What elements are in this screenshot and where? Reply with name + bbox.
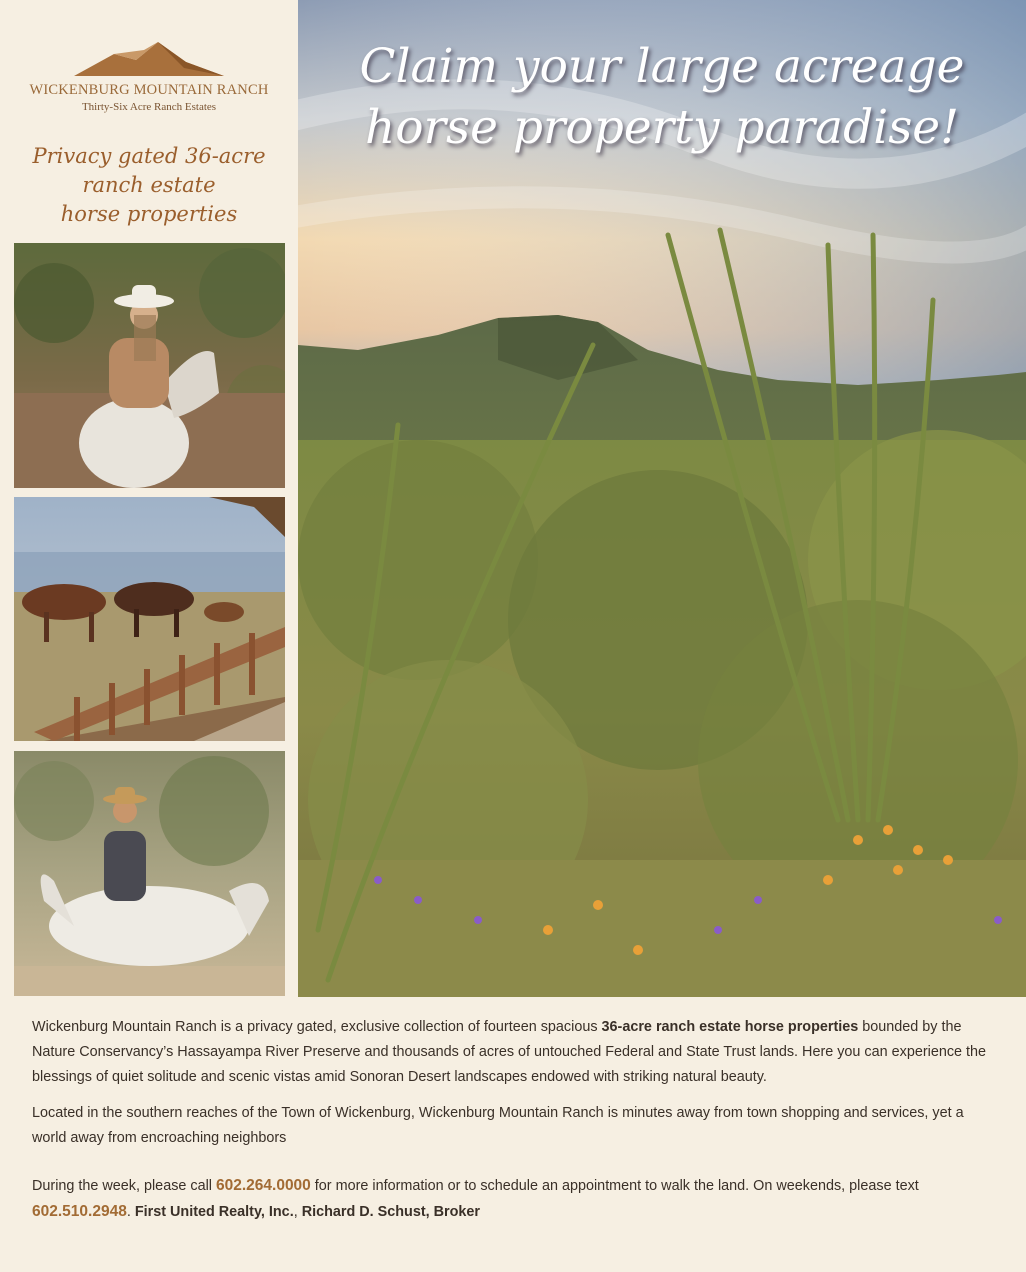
logo-name: WICKENBURG MOUNTAIN RANCH [29,82,269,98]
intro-text-b: bounded by the Nature Conservancy’s Hassayampa River Preserve and thousands of acres of untouched Federal and State Trust lands. Here you can experience the blessings of quiet solitude and scenic vistas amid Sonoran Desert landscapes endowed with striking natural beauty. [32,1019,987,1085]
intro-bold-text: 36-acre ranch estate horse properties [601,1019,859,1035]
hero-desert-landscape [298,0,1026,997]
intro-text-a: Wickenburg Mountain Ranch is a privacy gated, exclusive collection of fourteen spacious [32,1019,602,1035]
paragraph-location: Located in the southern reaches of the Town of Wickenburg, Wickenburg Mountain Ranch is minutes away from town shopping and services, yet a world away from encroaching neighbors [32,1105,964,1146]
contact-text-c: . [126,1204,135,1220]
tagline [0,142,298,229]
tagline-line-1: Privacy gated 36-acre [32,144,266,168]
logo-subtitle: Thirty-Six Acre Ranch Estates [81,101,217,113]
paragraph-intro [32,1015,997,1090]
phone-weekday[interactable]: 602.264.0000 [215,1177,311,1194]
paragraph-contact [32,1173,997,1225]
photo-rider-trail [14,243,285,488]
logo [0,40,298,113]
realty-name: First United Realty, Inc. [134,1204,294,1220]
contact-text-d: , [293,1204,302,1220]
tagline-line-2: ranch estate [82,173,216,197]
left-column [0,0,298,997]
broker-name: Richard D. Schust, Broker [301,1204,481,1220]
headline-line-1: Claim your large acreage [359,39,965,94]
tagline-line-3: horse properties [60,202,238,226]
photo-rider-white-horse [14,751,285,996]
photo-horses-deck [14,497,285,741]
body-copy [32,1015,997,1236]
headline-line-2: horse property paradise! [364,100,960,155]
headline [298,36,1026,158]
mountain-logo-icon [74,40,224,76]
contact-text-b: for more information or to schedule an appointment to walk the land. On weekends, please text [310,1178,919,1194]
phone-weekend[interactable]: 602.510.2948 [32,1203,127,1220]
contact-text-a: During the week, please call [32,1178,216,1194]
